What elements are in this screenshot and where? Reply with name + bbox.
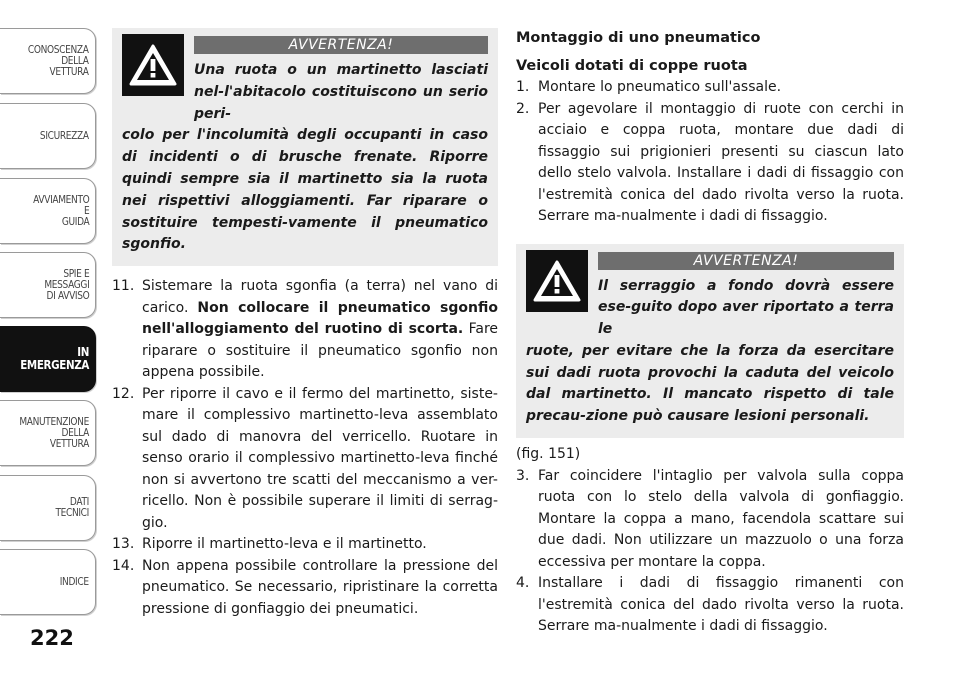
item-text: Sistemare la ruota sgonfia (a terra) nel vano di carico. [142, 278, 498, 316]
tab-label: MANUTENZIONE DELLA VETTURA [19, 415, 89, 450]
tab-label: SPIE E MESSAGGI DI AVVISO [43, 267, 89, 302]
list-item [516, 466, 904, 574]
tab-indice[interactable] [0, 549, 96, 615]
right-column [516, 28, 904, 638]
tab-label: INDICE [60, 575, 89, 588]
item-emphasis: Non collocare il pneumatico sgonfio nell'alloggiamento del ruotino di scorta. [142, 299, 498, 338]
tab-in-emergenza[interactable] [0, 326, 96, 392]
tab-label: IN EMERGENZA [20, 345, 89, 372]
tab-spie-e-messaggi[interactable] [0, 252, 96, 318]
item-number: 3. [516, 467, 530, 484]
left-column [112, 28, 498, 620]
item-number: 2. [516, 100, 530, 117]
list-item [516, 99, 904, 228]
warning-header [526, 250, 894, 341]
steps-list-right-a [516, 77, 904, 228]
item-text: Per riporre il cavo e il fermo del martinetto, siste-mare il complessivo martinetto-leva assemblato sul dado di manovra del verricello. Ruotare in senso orario il complessivo martinetto-leva finché non si avvertono tre scatti del meccanismo a ver-ricello. Non è possibile superare il limiti di serrag-gio. [142, 385, 498, 531]
item-text: Installare i dadi di fissaggio rimanenti con l'estremità conica del dado rivolta verso la ruota. Serrare ma-nualmente i dadi di fissaggio. [538, 575, 904, 635]
item-number: 11. [112, 278, 135, 295]
steps-list-right-b [516, 466, 904, 638]
warning-triangle-icon [526, 250, 588, 312]
item-text: Per agevolare il montaggio di ruote con cerchi in acciaio e coppa ruota, montare due dadi di fissaggio sui prigionieri presenti su ciascun lato dello stelo valvola. Installare i dadi di fissaggio con l'estremità conica del dado rivolta verso la ruota. Serrare ma-nualmente i dadi di fissaggio. [538, 100, 904, 224]
figure-reference: (fig. 151) [516, 446, 581, 463]
item-text: Non appena possibile controllare la pressione del pneumatico. Se necessario, ripristinare la corretta pressione di gonfiaggio dei pneumatici. [142, 557, 498, 617]
warning-box [516, 244, 904, 439]
warning-text-continued: ruote, per evitare che la forza da esercitare sui dadi ruota provochi la caduta del veicolo dal martinetto. Il mancato rispetto di tale precau-zione può causare lesioni personali. [526, 342, 894, 425]
item-text: Riporre il martinetto-leva e il martinetto. [142, 536, 427, 553]
tab-conoscenza-della-vettura[interactable] [0, 28, 96, 94]
item-number: 4. [516, 575, 530, 592]
list-item [112, 384, 498, 535]
warning-header [122, 34, 488, 125]
item-number: 14. [112, 557, 135, 574]
list-item [112, 276, 498, 384]
item-number: 1. [516, 79, 530, 95]
item-text-post: Fare riparare o sostituire il pneumatico sgonfio non appena possibile. [142, 321, 499, 381]
tab-dati-tecnici[interactable] [0, 475, 96, 541]
list-item [112, 556, 498, 621]
item-text: Montare lo pneumatico sull'assale. [538, 79, 782, 95]
list-item [516, 77, 904, 99]
item-number: 13. [112, 536, 135, 553]
chapter-sidebar [0, 0, 100, 678]
steps-list-left [112, 276, 498, 620]
tab-label: DATI TECNICI [55, 496, 89, 519]
tab-avviamento-e-guida[interactable] [0, 178, 96, 244]
warning-triangle-icon [122, 34, 184, 96]
warning-text-continued: colo per l'incolumità degli occupanti in caso di incidenti o di brusche frenate. Riporre quindi sempre sia il martinetto sia la ruota nei rispettivi alloggiamenti. Far riparare o sostituire tempesti-vamente il pneumatico sgonfio. [122, 127, 488, 253]
warning-text: Una ruota o un martinetto lasciati nel-l'abitacolo costituiscono un serio peri- [194, 62, 488, 122]
tab-sicurezza[interactable] [0, 103, 96, 169]
list-item [516, 573, 904, 638]
tab-label: CONOSCENZA DELLA VETTURA [28, 43, 89, 78]
list-item [112, 534, 498, 556]
warning-title: AVVERTENZA! [194, 36, 488, 54]
item-number: 12. [112, 385, 135, 402]
warning-box [112, 28, 498, 266]
section-subheading: Veicoli dotati di coppe ruota [516, 57, 748, 74]
tab-label: AVVIAMENTO E GUIDA [32, 193, 89, 228]
tab-manutenzione-della-vettura[interactable] [0, 400, 96, 466]
item-text: Far coincidere l'intaglio per valvola sulla coppa ruota con lo stelo della valvola di gonfiaggio. Montare la coppa a mano, facendola scattare sui due dadi. Non utilizzare un mazzuolo o una forza eccessiva per montare la coppa. [538, 467, 904, 570]
warning-text: Il serraggio a fondo dovrà essere ese-guito dopo aver riportato a terra le [598, 277, 894, 338]
warning-title: AVVERTENZA! [598, 252, 894, 270]
page-number: 222 [30, 626, 74, 650]
section-heading: Montaggio di uno pneumatico [516, 30, 761, 46]
tab-label: SICUREZZA [40, 129, 89, 142]
